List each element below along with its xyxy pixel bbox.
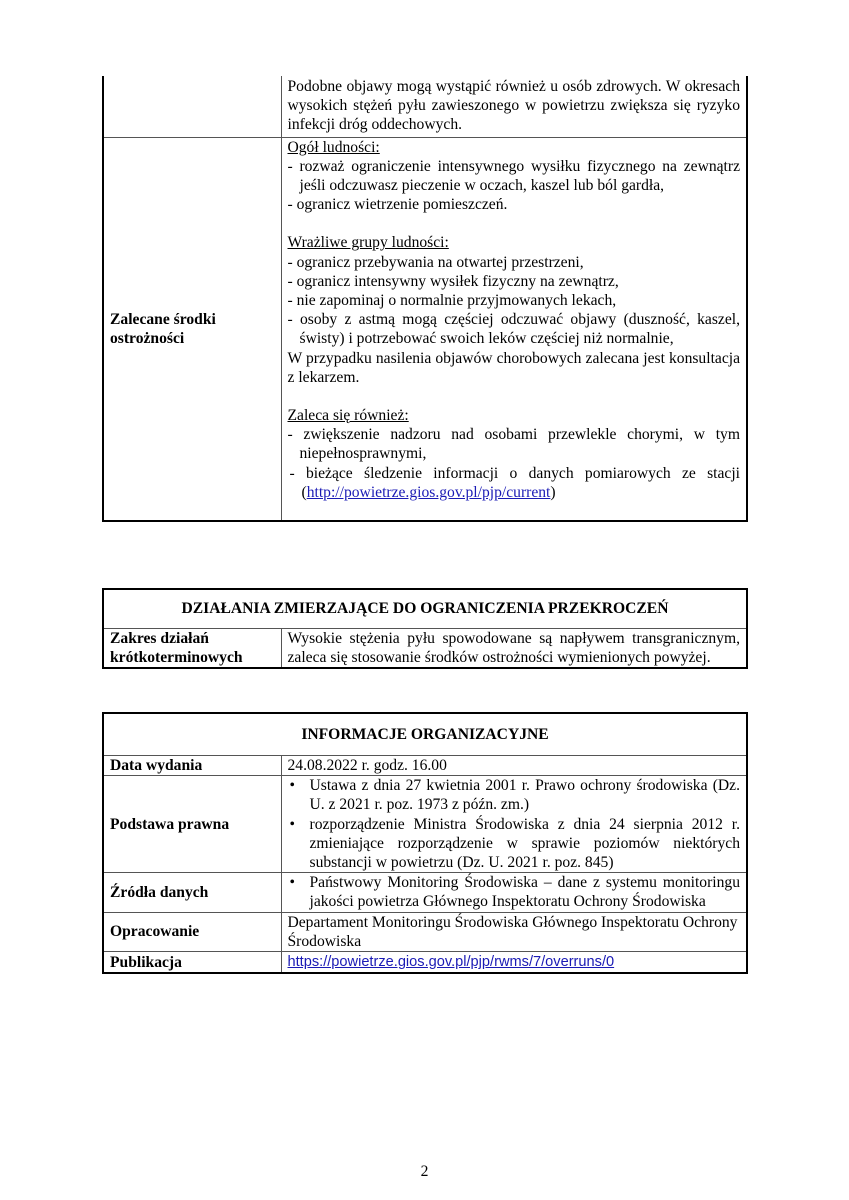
legal-basis-row — [103, 776, 747, 873]
legal-bullet: • rozporządzenie Ministra Środowiska z dnia 24 sierpnia 2012 r. zmieniające rozporządzenie w sprawie poziomów niektórych substancji w powietrzu (Dz. U. 2021 r. poz. 845) — [282, 815, 741, 873]
actions-table — [102, 588, 748, 669]
precautions-row — [103, 137, 747, 521]
effects-row — [103, 76, 747, 137]
data-sources-row — [103, 873, 747, 912]
date-row — [103, 756, 747, 776]
publication-cell — [281, 952, 747, 974]
prepared-by-row — [103, 912, 747, 951]
general-heading: Ogół ludności: — [287, 138, 380, 156]
sensitive-item: - nie zapominaj o normalnie przyjmowanych lekach, — [287, 292, 617, 310]
date-label: Data wydania — [103, 756, 281, 776]
precautions-content — [281, 137, 747, 521]
sources-bullet: • Państwowy Monitoring Środowiska – dane z systemu monitoringu jakości powietrza Głównego Inspektoratu Ochrony Środowiska — [282, 873, 741, 911]
bullet-icon: • — [289, 777, 295, 795]
general-item: - rozważ ograniczenie intensywnego wysiłku fizycznego na zewnątrz jeśli odczuwasz pieczenie w oczach, kaszel lub ból gardła, — [287, 157, 740, 195]
prepared-by-label: Opracowanie — [103, 912, 281, 951]
sensitive-heading: Wrażliwe grupy ludności: — [287, 234, 449, 252]
also-item: - zwiększenie nadzoru nad osobami przewlekle chorymi, w tym niepełnosprawnymi, — [287, 426, 740, 463]
legal-bullet: • Ustawa z dnia 27 kwietnia 2001 r. Prawo ochrony środowiska (Dz. U. z 2021 r. poz. 1973 z późn. zm.) — [282, 776, 741, 814]
precautions-label: Zalecane środki ostrożności — [103, 137, 281, 521]
consult-text: W przypadku nasilenia objawów chorobowych zalecana jest konsultacja z lekarzem. — [287, 349, 740, 386]
actions-label: Zakres działań krótkoterminowych — [103, 629, 281, 669]
current-data-link[interactable]: http://powietrze.gios.gov.pl/pjp/current — [306, 483, 551, 501]
health-table — [102, 76, 748, 522]
org-info-table — [102, 712, 748, 974]
actions-title: DZIAŁANIA ZMIERZAJĄCE DO OGRANICZENIA PRZEKROCZEŃ — [103, 589, 747, 629]
actions-row — [103, 629, 747, 669]
actions-text: Wysokie stężenia pyłu spowodowane są napływem transgranicznym, zaleca się stosowanie środków ostrożności wymienionych powyżej. — [281, 629, 747, 669]
page-number: 2 — [420, 1163, 429, 1180]
date-value: 24.08.2022 r. godz. 16.00 — [281, 756, 747, 776]
legal-basis-label: Podstawa prawna — [103, 776, 281, 873]
sensitive-item: - ogranicz przebywania na otwartej przestrzeni, — [287, 253, 584, 271]
bullet-icon: • — [289, 815, 295, 833]
data-sources-label: Źródła danych — [103, 873, 281, 912]
effects-text: Podobne objawy mogą wystąpić również u osób zdrowych. W okresach wysokich stężeń pyłu zawieszonego w powietrzu zwiększa się ryzyko infekcji dróg oddechowych. — [281, 76, 747, 137]
also-heading: Zaleca się również: — [287, 407, 409, 425]
sensitive-item: - osoby z astmą mogą częściej odczuwać objawy (duszność, kaszel, świsty) i potrzebować swoich leków częściej niż normalnie, — [287, 311, 740, 348]
bullet-icon: • — [289, 874, 295, 892]
publication-row — [103, 952, 747, 974]
effects-label-cell — [103, 76, 281, 137]
sensitive-item: - ogranicz intensywny wysiłek fizyczny na zewnątrz, — [287, 272, 619, 290]
prepared-by-value: Departament Monitoringu Środowiska Głównego Inspektoratu Ochrony Środowiska — [281, 912, 747, 951]
publication-link[interactable]: https://powietrze.gios.gov.pl/pjp/rwms/7/overruns/0 — [287, 954, 615, 971]
publication-label: Publikacja — [103, 952, 281, 974]
general-item: - ogranicz wietrzenie pomieszczeń. — [287, 196, 508, 214]
org-info-title: INFORMACJE ORGANIZACYJNE — [103, 713, 747, 756]
also-item-monitoring: - bieżące śledzenie informacji o danych pomiarowych ze stacji (http://powietrze.gios.gov.pl/pjp/current) — [289, 464, 740, 501]
legal-basis-content — [281, 776, 747, 873]
data-sources-content — [281, 873, 747, 912]
